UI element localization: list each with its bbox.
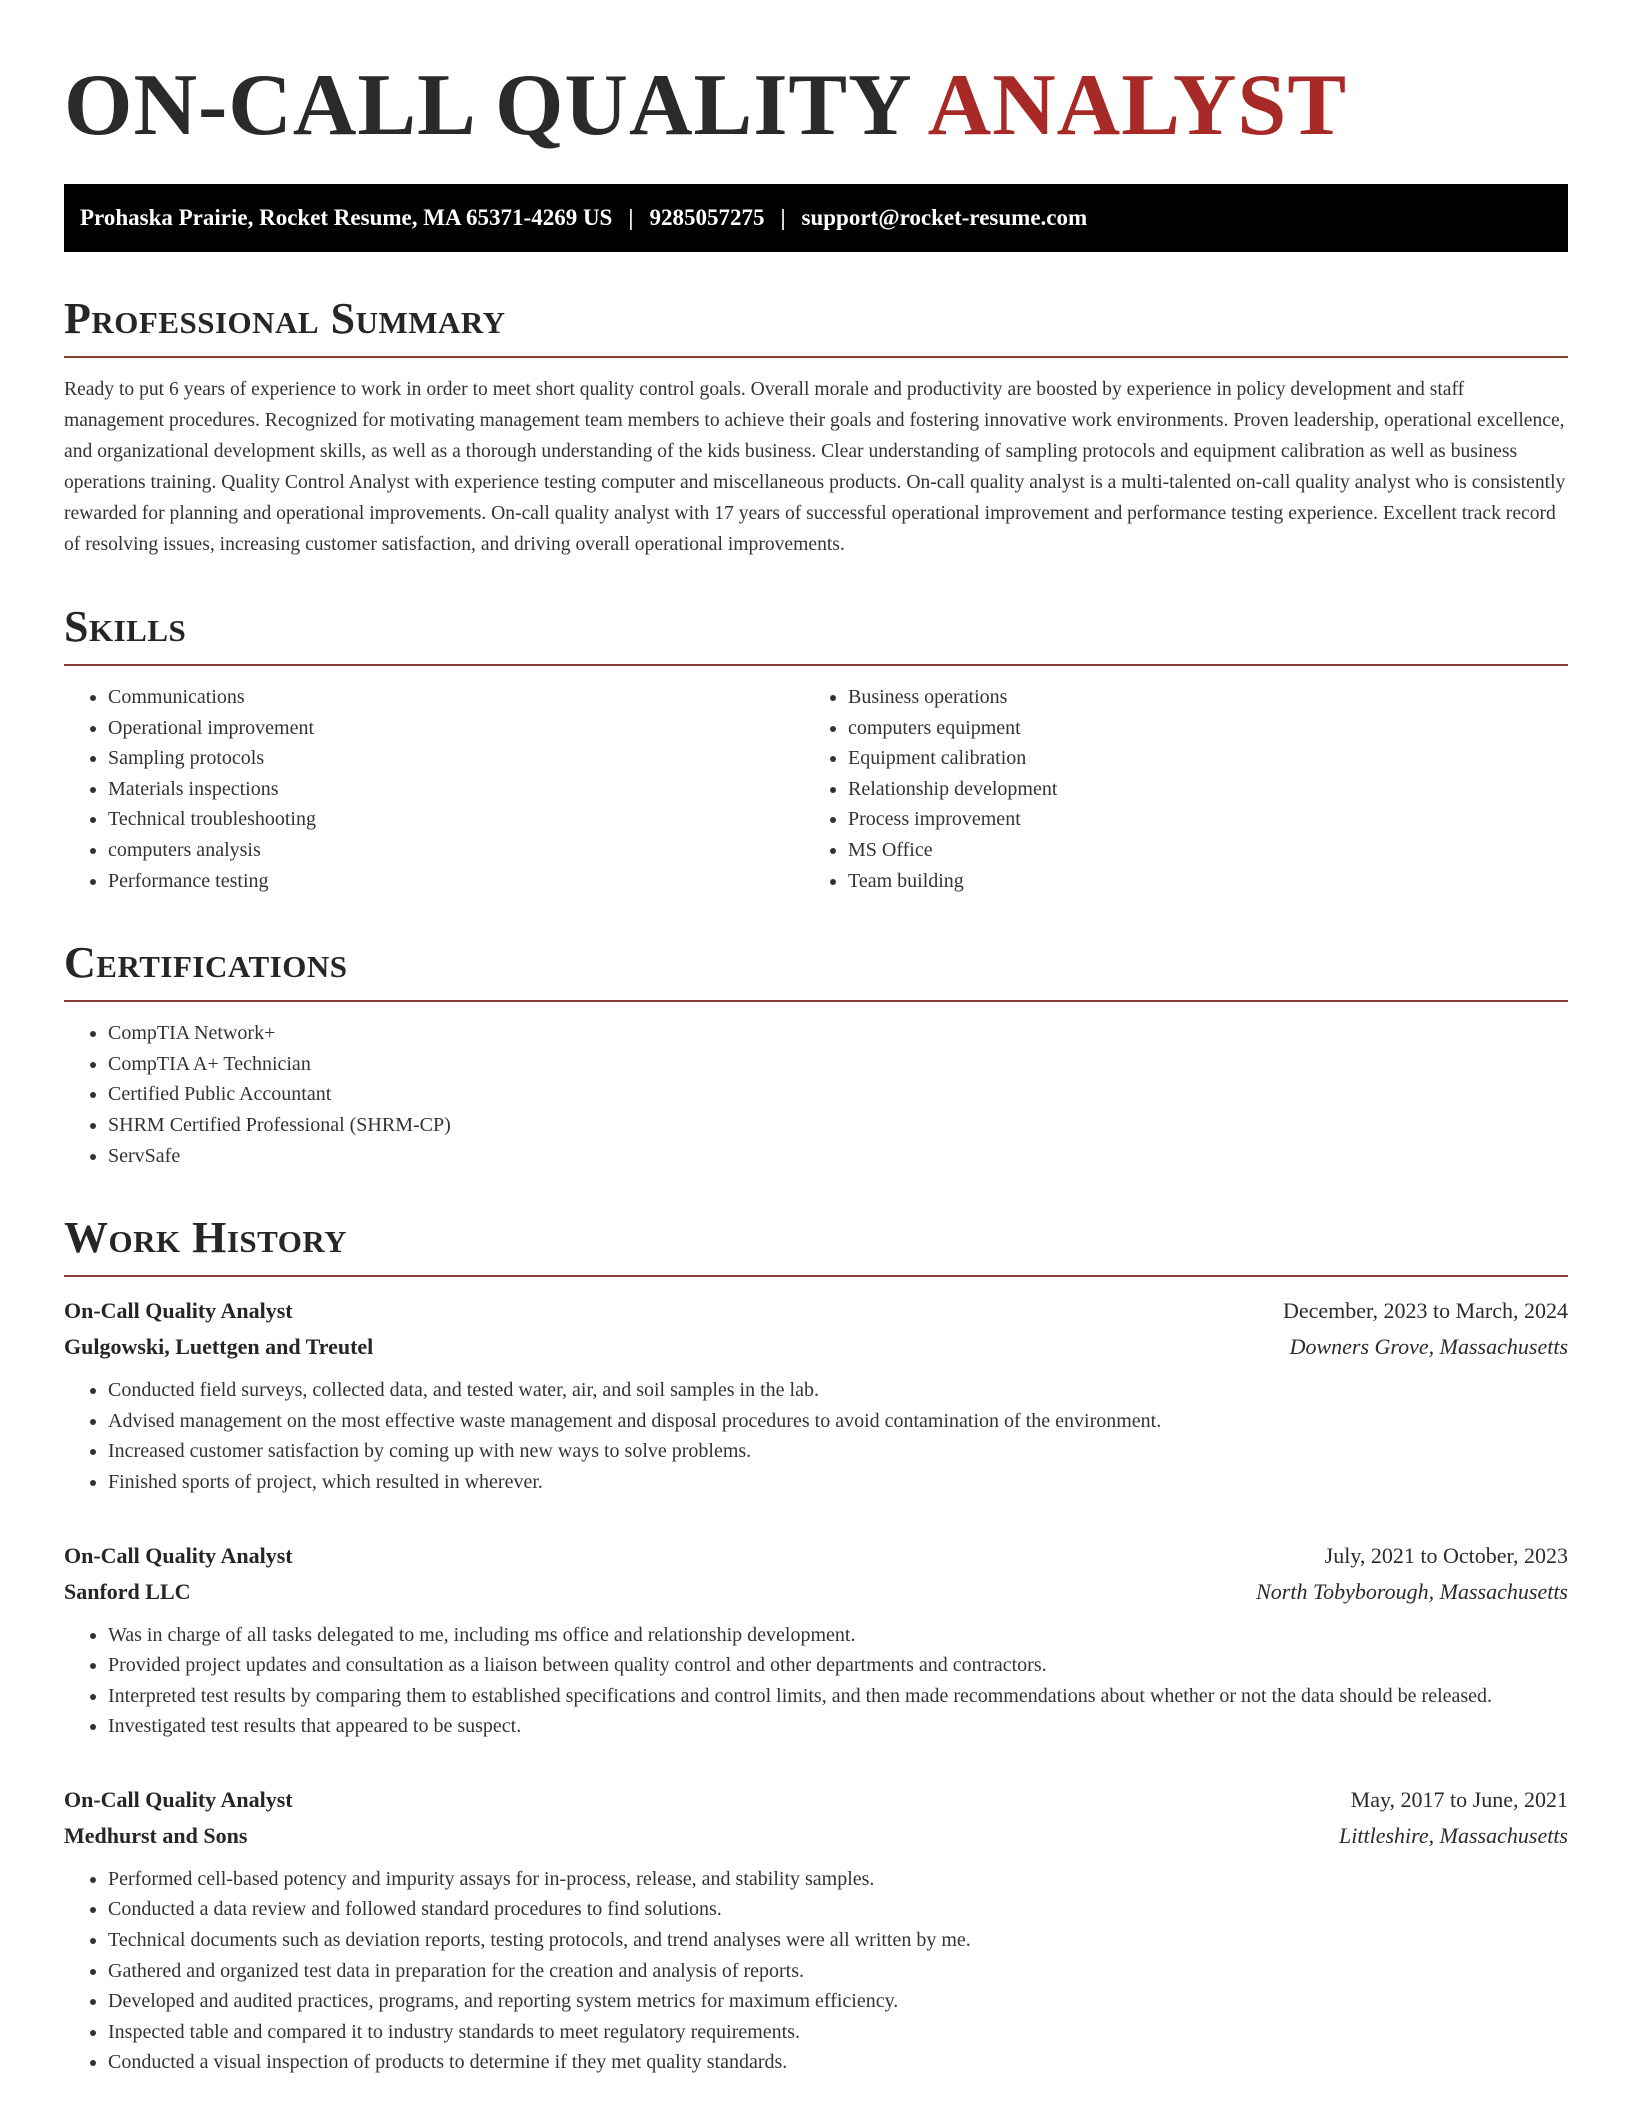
job-duties (64, 1864, 1568, 2078)
skill-item: • Technical troubleshooting (108, 804, 804, 835)
job-duty-item: • Gathered and organized test data in preparation for the creation and analysis of reports. (108, 1956, 1568, 1987)
skill-item: • Team building (848, 866, 1568, 897)
contact-email[interactable]: support@rocket-resume.com (801, 205, 1088, 230)
job-duty-item: • Advised management on the most effective waste management and disposal procedures to avoid contamination of the environment. (108, 1406, 1568, 1437)
summary-text: Ready to put 6 years of experience to work in order to meet short quality control goals. Overall morale and productivity are boosted by experience in policy development and staff management procedures. Recognized for motivating management team members to achieve their goals and fostering innovative work environments. Proven leadership, operational excellence, and organizational development skills, as well as a thorough understanding of the kids business. Clear understanding of sampling protocols and equipment calibration as well as business operations training. Quality Control Analyst with experience testing computer and miscellaneous products. On-call quality analyst is a multi-talented on-call quality analyst who is consistently rewarded for planning and operational improvements. On-call quality analyst with 17 years of successful operational improvement and performance testing experience. Excellent track record of resolving issues, increasing customer satisfaction, and driving overall operational improvements. (64, 379, 1566, 555)
section-divider (64, 664, 1568, 666)
job-dates: December, 2023 to March, 2024 (1282, 1298, 1568, 1324)
skills-list-right (804, 682, 1568, 896)
section-divider (64, 356, 1568, 358)
title-main: ON-CALL QUALITY (64, 57, 910, 154)
work-history-heading: Work History (64, 1213, 348, 1263)
certifications-heading: Certifications (64, 938, 348, 988)
certification-item: • SHRM Certified Professional (SHRM-CP) (108, 1110, 1568, 1141)
job-title: On-Call Quality Analyst (64, 1786, 293, 1812)
certifications-section (64, 938, 1568, 1171)
job-entry (64, 1782, 1568, 2078)
job-duty-item: • Developed and audited practices, programs, and reporting system metrics for maximum efficiency. (108, 1986, 1568, 2017)
job-duty-item: • Interpreted test results by comparing them to established specifications and control limits, and then made recommendations about whether or not the data should be released. (108, 1681, 1568, 1712)
job-duty-item: • Investigated test results that appeared to be suspect. (108, 1711, 1568, 1742)
skills-list-left (64, 682, 804, 896)
job-duty-item: • Conducted a data review and followed standard procedures to find solutions. (108, 1894, 1568, 1925)
skill-item: • Business operations (848, 682, 1568, 713)
skills-grid (64, 682, 1568, 896)
job-duty-item: • Inspected table and compared it to industry standards to meet regulatory requirements. (108, 2017, 1568, 2048)
certifications-list (64, 1018, 1568, 1171)
summary-section (64, 294, 1568, 560)
job-company-row (64, 1329, 1568, 1365)
skill-item: • Communications (108, 682, 804, 713)
job-title: On-Call Quality Analyst (64, 1298, 293, 1324)
certification-item: • CompTIA A+ Technician (108, 1049, 1568, 1080)
skill-item: • Relationship development (848, 774, 1568, 805)
skill-item: • Operational improvement (108, 713, 804, 744)
skill-item: • computers analysis (108, 835, 804, 866)
job-duty-item: • Performed cell-based potency and impurity assays for in-process, release, and stability samples. (108, 1864, 1568, 1895)
job-title: On-Call Quality Analyst (64, 1542, 293, 1568)
contact-bar (64, 184, 1568, 252)
skill-item: • MS Office (848, 835, 1568, 866)
contact-phone[interactable]: 9285057275 (649, 205, 765, 230)
job-duty-item: • Technical documents such as deviation reports, testing protocols, and trend analyses were all written by me. (108, 1925, 1568, 1956)
title-accent: ANALYST (927, 57, 1348, 154)
summary-heading: Professional Summary (64, 294, 506, 343)
job-duty-item: • Finished sports of project, which resulted in wherever. (108, 1467, 1568, 1498)
job-duties (64, 1620, 1568, 1742)
job-company-row (64, 1818, 1568, 1854)
job-company: Medhurst and Sons (64, 1822, 248, 1848)
section-divider (64, 1000, 1568, 1002)
skill-item: • Sampling protocols (108, 743, 804, 774)
job-duty-item: • Conducted a visual inspection of products to determine if they met quality standards. (108, 2047, 1568, 2078)
skills-heading: Skills (64, 602, 187, 651)
resume-title (64, 56, 1568, 156)
job-location: Littleshire, Massachusetts (1339, 1822, 1568, 1848)
job-entry (64, 1538, 1568, 1742)
skill-item: • computers equipment (848, 713, 1568, 744)
certification-item: • Certified Public Accountant (108, 1079, 1568, 1110)
job-header-row (64, 1293, 1568, 1329)
skills-section (64, 602, 1568, 896)
job-company: Gulgowski, Luettgen and Treutel (64, 1334, 374, 1360)
job-location: North Tobyborough, Massachusetts (1256, 1578, 1568, 1604)
skill-item: • Materials inspections (108, 774, 804, 805)
job-duty-item: • Increased customer satisfaction by coming up with new ways to solve problems. (108, 1436, 1568, 1467)
section-divider (64, 1275, 1568, 1277)
skill-item: • Equipment calibration (848, 743, 1568, 774)
job-entry (64, 1293, 1568, 1497)
job-dates: May, 2017 to June, 2021 (1350, 1786, 1568, 1812)
certification-item: • CompTIA Network+ (108, 1018, 1568, 1049)
skill-item: • Performance testing (108, 866, 804, 897)
certification-item: • ServSafe (108, 1141, 1568, 1172)
contact-address: Prohaska Prairie, Rocket Resume, MA 65371-4269 US (80, 205, 613, 230)
job-company-row (64, 1574, 1568, 1610)
job-duty-item: • Conducted field surveys, collected data, and tested water, air, and soil samples in the lab. (108, 1375, 1568, 1406)
skill-item: • Process improvement (848, 804, 1568, 835)
job-header-row (64, 1538, 1568, 1574)
job-location: Downers Grove, Massachusetts (1289, 1334, 1568, 1360)
job-duty-item: • Was in charge of all tasks delegated to me, including ms office and relationship development. (108, 1620, 1568, 1651)
job-dates: July, 2021 to October, 2023 (1324, 1542, 1568, 1568)
work-history-section (64, 1213, 1568, 2078)
job-company: Sanford LLC (64, 1578, 191, 1604)
job-header-row (64, 1782, 1568, 1818)
contact-separator: | (780, 205, 786, 230)
contact-separator: | (628, 205, 634, 230)
job-duty-item: • Provided project updates and consultation as a liaison between quality control and other departments and contractors. (108, 1650, 1568, 1681)
job-duties (64, 1375, 1568, 1497)
